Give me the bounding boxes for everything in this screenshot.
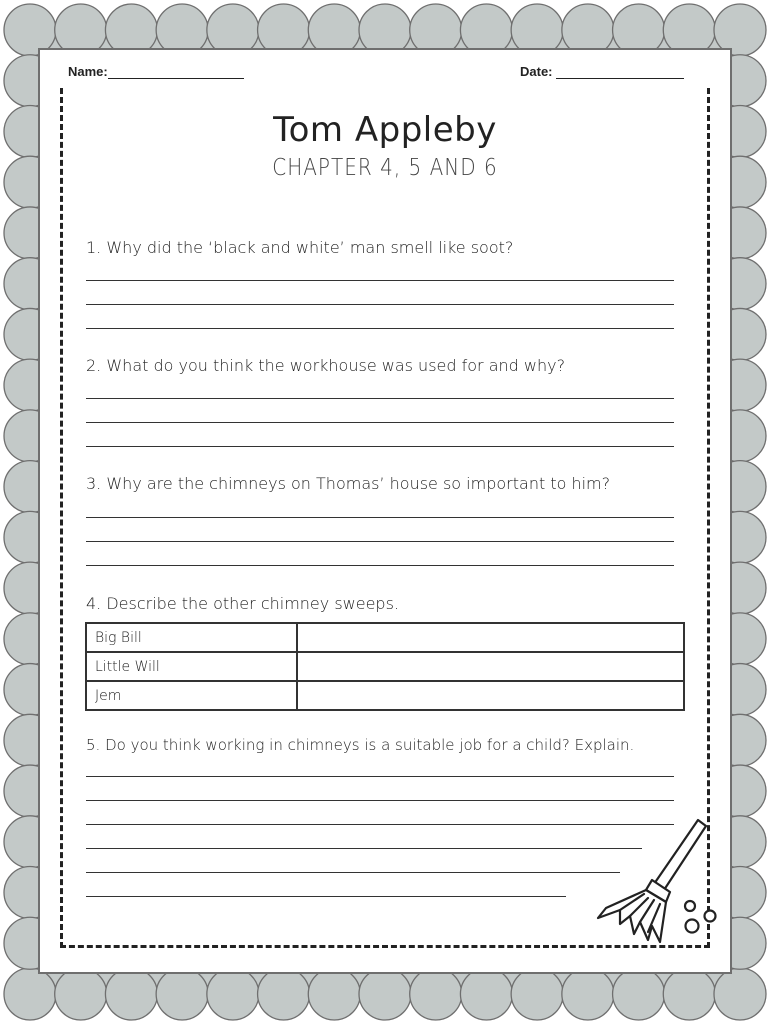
answer-line[interactable]	[86, 398, 674, 399]
sweeps-table	[85, 622, 685, 711]
question-2: 2. What do you think the workhouse was used for and why?	[86, 356, 566, 375]
name-field[interactable]	[68, 64, 244, 79]
sweep-description-cell[interactable]	[297, 652, 684, 681]
scallop	[4, 968, 56, 1020]
answer-line[interactable]	[86, 565, 674, 566]
table-row	[86, 623, 684, 652]
question-5: 5. Do you think working in chimneys is a suitable job for a child? Explain.	[86, 736, 635, 754]
sweep-name: Jem	[86, 681, 297, 710]
answer-line[interactable]	[86, 304, 674, 305]
answer-line[interactable]	[86, 422, 674, 423]
name-line[interactable]	[108, 66, 244, 79]
answer-line[interactable]	[86, 872, 620, 873]
date-line[interactable]	[556, 66, 684, 79]
answer-line[interactable]	[86, 824, 674, 825]
date-field[interactable]	[520, 64, 684, 79]
scallop	[562, 968, 614, 1020]
page-subtitle: CHAPTER 4, 5 AND 6	[272, 153, 498, 181]
question-3: 3. Why are the chimneys on Thomas’ house so important to him?	[86, 474, 611, 493]
scallop	[105, 968, 157, 1020]
answer-line[interactable]	[86, 776, 674, 777]
scallop	[156, 968, 208, 1020]
scallop	[359, 968, 411, 1020]
scallop	[511, 968, 563, 1020]
scallop	[410, 968, 462, 1020]
scallop	[308, 968, 360, 1020]
page-title: Tom Appleby	[273, 110, 497, 150]
sweep-name: Big Bill	[86, 623, 297, 652]
scallop	[460, 968, 512, 1020]
date-label: Date:	[520, 64, 553, 79]
answer-line[interactable]	[86, 517, 674, 518]
name-label: Name:	[68, 64, 108, 79]
answer-line[interactable]	[86, 800, 674, 801]
answer-line[interactable]	[86, 446, 674, 447]
table-row	[86, 681, 684, 710]
sweep-description-cell[interactable]	[297, 681, 684, 710]
answer-line[interactable]	[86, 541, 674, 542]
scallop	[258, 968, 310, 1020]
scallop	[207, 968, 259, 1020]
question-1: 1. Why did the ‘black and white’ man smell like soot?	[86, 238, 514, 257]
scallop	[55, 968, 107, 1020]
sweep-description-cell[interactable]	[297, 623, 684, 652]
sweep-name: Little Will	[86, 652, 297, 681]
answer-line[interactable]	[86, 280, 674, 281]
broom-icon	[590, 810, 720, 950]
answer-line[interactable]	[86, 848, 642, 849]
table-row	[86, 652, 684, 681]
question-4: 4. Describe the other chimney sweeps.	[86, 594, 400, 613]
scallop	[663, 968, 715, 1020]
scallop	[613, 968, 665, 1020]
scallop	[714, 968, 766, 1020]
answer-line[interactable]	[86, 896, 566, 897]
answer-line[interactable]	[86, 328, 674, 329]
